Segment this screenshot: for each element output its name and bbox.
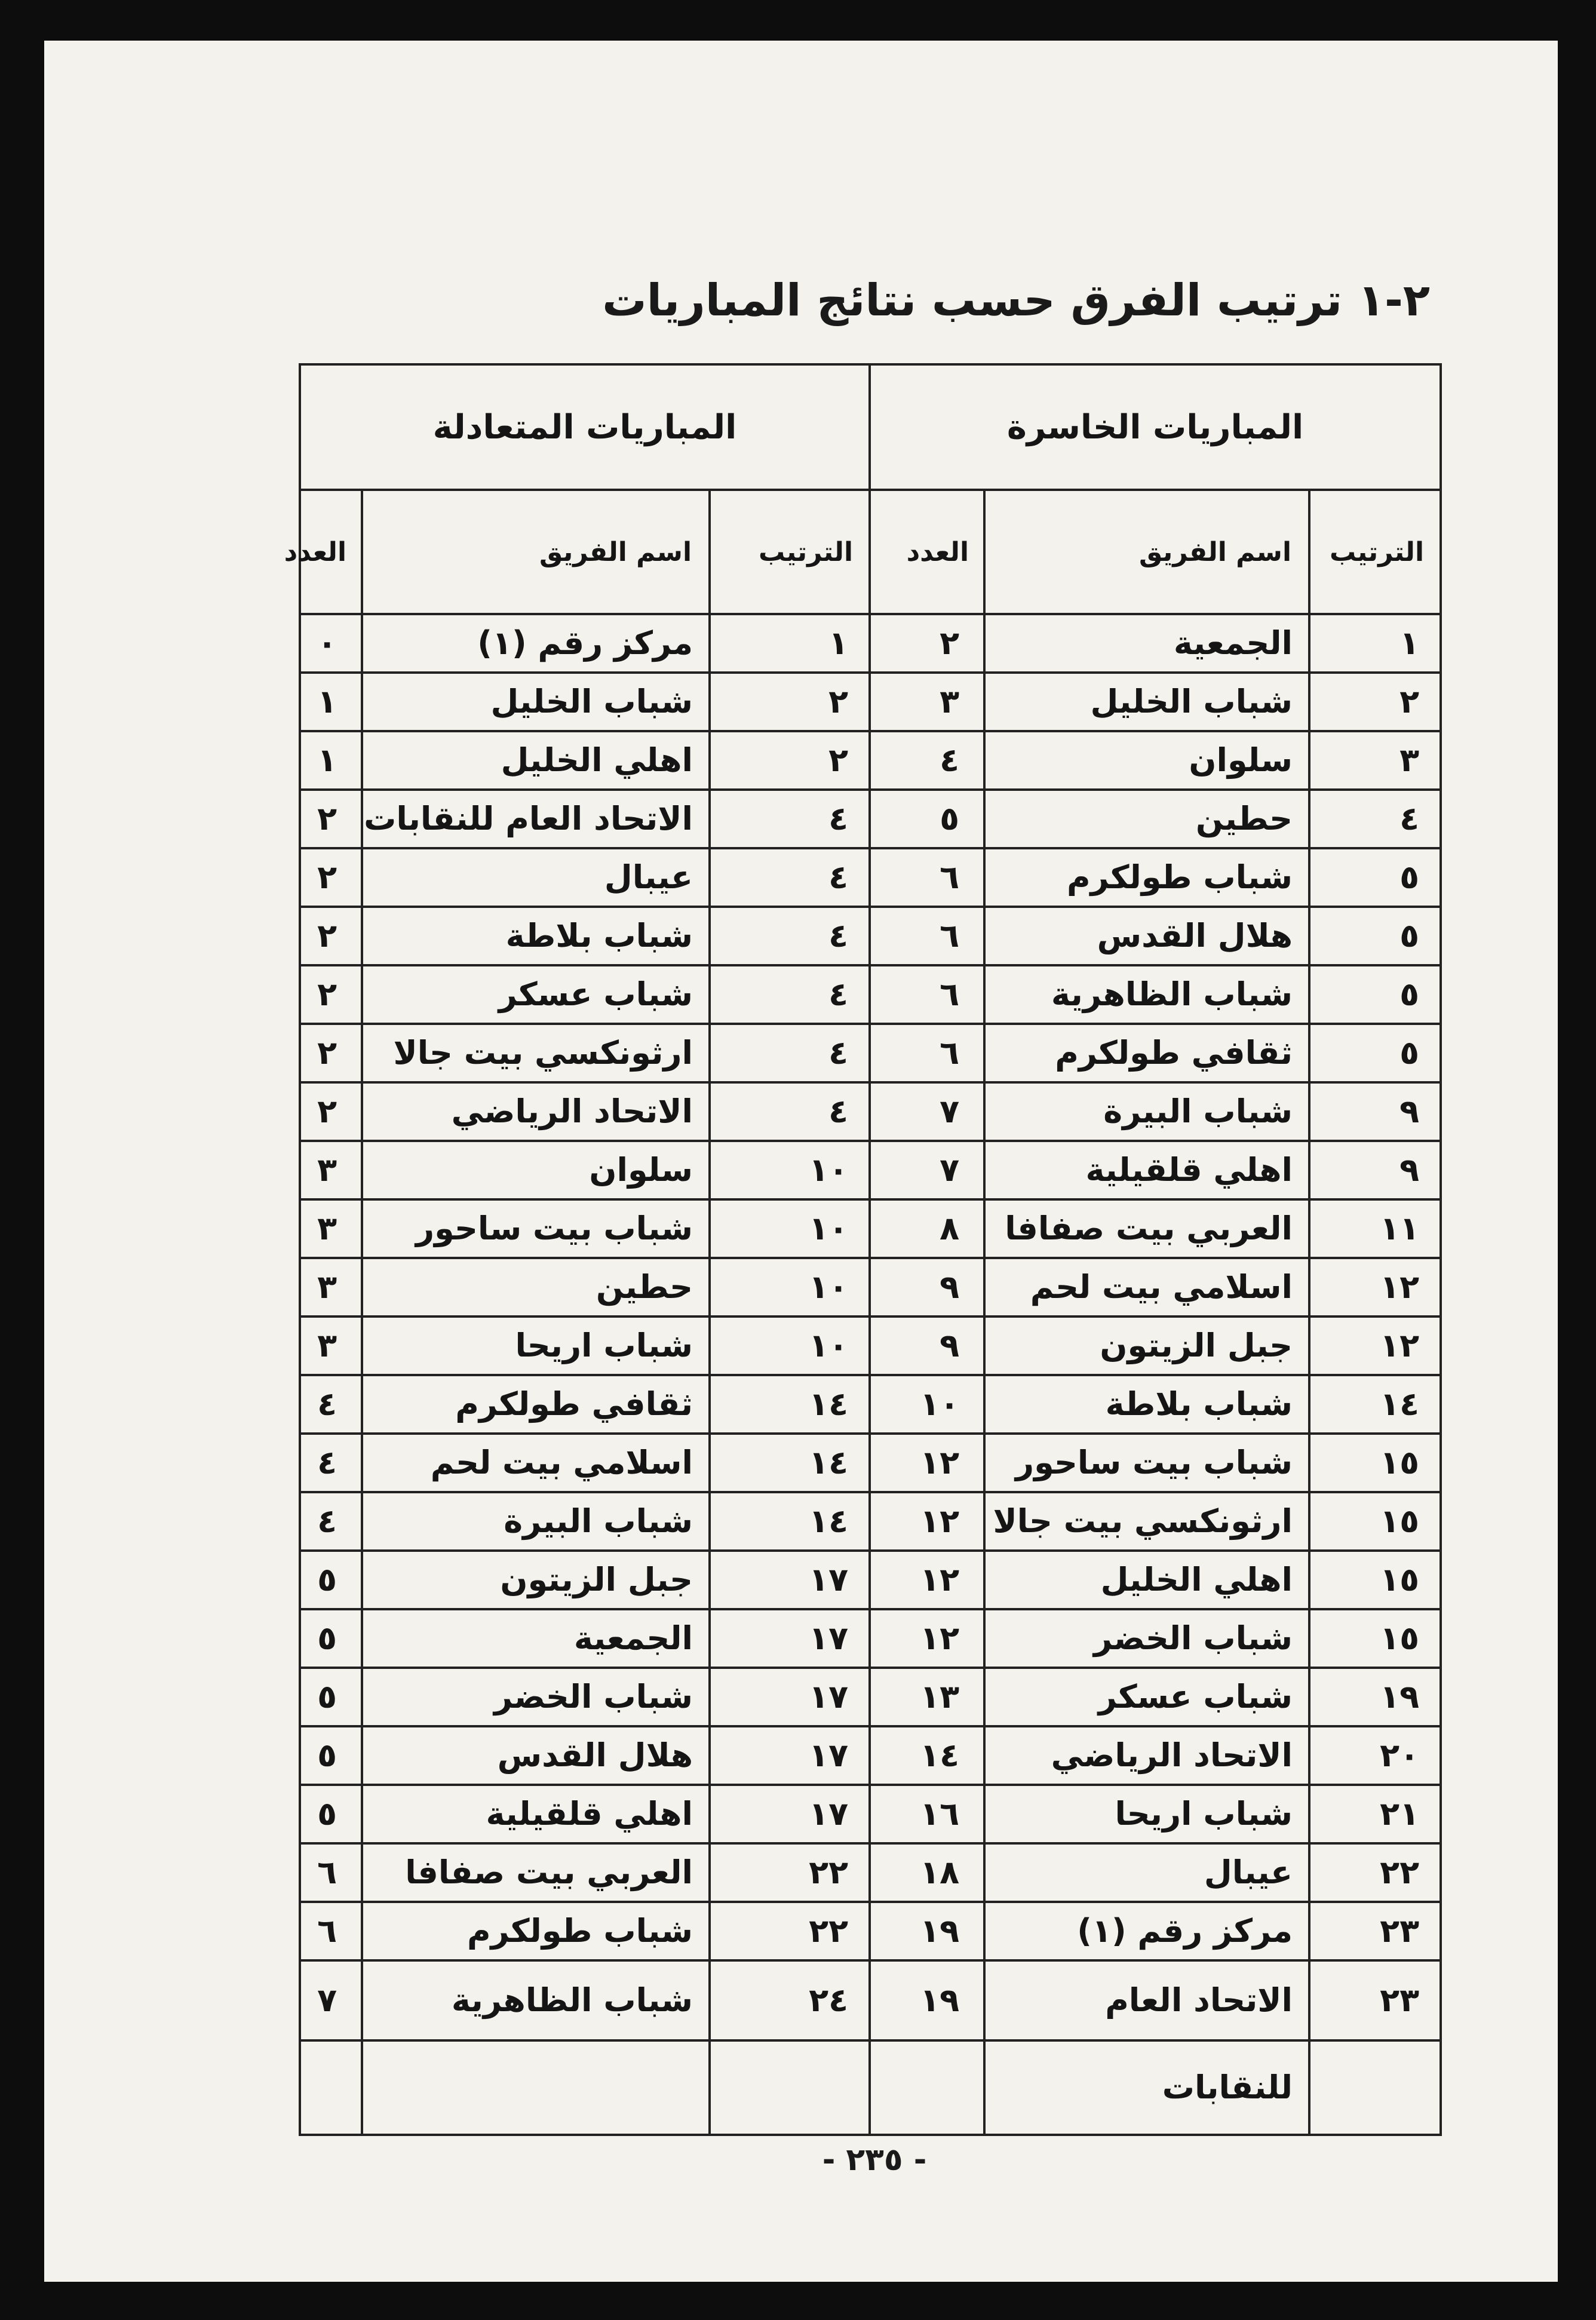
lost-team-cell: عيبال bbox=[984, 1843, 1309, 1902]
table-row bbox=[300, 1024, 1441, 1082]
draw-team-cell: شباب الخضر bbox=[362, 1668, 710, 1726]
table-row bbox=[300, 1726, 1441, 1785]
lost-count-cell: ٦ bbox=[870, 965, 984, 1024]
draw-rank-cell: ١٤ bbox=[710, 1492, 870, 1551]
draw-team-cell: هلال القدس bbox=[362, 1726, 710, 1785]
lost-rank-cell: ٩ bbox=[1309, 1141, 1441, 1199]
draw-count-cell: ٤ bbox=[300, 1492, 362, 1551]
lost-team-cell: حطين bbox=[984, 790, 1309, 848]
draw-rank-cell: ٢٢ bbox=[710, 1843, 870, 1902]
draw-count-cell: ٤ bbox=[300, 1434, 362, 1492]
draw-team-cell: الجمعية bbox=[362, 1609, 710, 1668]
draw-team-cell: اهلي قلقيلية bbox=[362, 1785, 710, 1843]
table-row bbox=[300, 1785, 1441, 1843]
draw-rank-cell: ١٧ bbox=[710, 1609, 870, 1668]
table-row bbox=[300, 1082, 1441, 1141]
lost-count-cell: ٧ bbox=[870, 1141, 984, 1199]
empty-cell bbox=[1309, 2040, 1441, 2135]
draw-count-cell: ١ bbox=[300, 673, 362, 731]
lost-team-cell: هلال القدس bbox=[984, 907, 1309, 965]
draw-rank-cell: ١٧ bbox=[710, 1726, 870, 1785]
draw-rank-cell: ١٤ bbox=[710, 1434, 870, 1492]
draw-team-cell: حطين bbox=[362, 1258, 710, 1316]
draw-count-cell: ٣ bbox=[300, 1258, 362, 1316]
draw-rank-cell: ٢ bbox=[710, 731, 870, 790]
lost-count-cell: ٩ bbox=[870, 1316, 984, 1375]
draw-rank-cell: ١٧ bbox=[710, 1668, 870, 1726]
lost-rank-cell: ٢٠ bbox=[1309, 1726, 1441, 1785]
table-row bbox=[300, 1843, 1441, 1902]
lost-count-cell: ١٣ bbox=[870, 1668, 984, 1726]
lost-count-header: العدد bbox=[870, 490, 984, 614]
lost-count-cell: ٤ bbox=[870, 731, 984, 790]
lost-rank-cell: ٥ bbox=[1309, 848, 1441, 907]
draw-count-header: العدد bbox=[300, 490, 362, 614]
table-row bbox=[300, 731, 1441, 790]
table-row bbox=[300, 1551, 1441, 1609]
draw-count-cell: ٢ bbox=[300, 848, 362, 907]
draw-team-cell: مركز رقم (١) bbox=[362, 614, 710, 673]
lost-count-cell: ٦ bbox=[870, 907, 984, 965]
draw-rank-cell: ١ bbox=[710, 614, 870, 673]
table-row bbox=[300, 673, 1441, 731]
lost-team-cell: شباب الخضر bbox=[984, 1609, 1309, 1668]
lost-count-cell: ١٩ bbox=[870, 1902, 984, 1960]
lost-count-cell: ١٢ bbox=[870, 1492, 984, 1551]
draw-team-cell: شباب البيرة bbox=[362, 1492, 710, 1551]
draw-rank-cell: ١٠ bbox=[710, 1141, 870, 1199]
lost-count-cell: ١٤ bbox=[870, 1726, 984, 1785]
lost-rank-cell: ١ bbox=[1309, 614, 1441, 673]
lost-team-cell: شباب بلاطة bbox=[984, 1375, 1309, 1434]
lost-team-cell: ثقافي طولكرم bbox=[984, 1024, 1309, 1082]
lost-team-cell: ارثونكسي بيت جالا bbox=[984, 1492, 1309, 1551]
lost-team-cell: شباب بيت ساحور bbox=[984, 1434, 1309, 1492]
lost-team-cell: مركز رقم (١) bbox=[984, 1902, 1309, 1960]
draw-rank-cell: ٤ bbox=[710, 1024, 870, 1082]
draw-count-cell: ٣ bbox=[300, 1316, 362, 1375]
table-row bbox=[300, 1199, 1441, 1258]
lost-count-cell: ١٢ bbox=[870, 1609, 984, 1668]
draw-team-cell: اسلامي بيت لحم bbox=[362, 1434, 710, 1492]
lost-team-cell: العربي بيت صفافا bbox=[984, 1199, 1309, 1258]
lost-count-cell: ١٦ bbox=[870, 1785, 984, 1843]
table-row bbox=[300, 1668, 1441, 1726]
lost-count-cell: ١٠ bbox=[870, 1375, 984, 1434]
draw-team-cell: ارثونكسي بيت جالا bbox=[362, 1024, 710, 1082]
table-row-continuation bbox=[300, 2040, 1441, 2135]
lost-rank-cell: ٩ bbox=[1309, 1082, 1441, 1141]
table-body bbox=[300, 614, 1441, 2135]
table-row bbox=[300, 1434, 1441, 1492]
draw-count-cell: ٢ bbox=[300, 1024, 362, 1082]
lost-count-cell: ٦ bbox=[870, 848, 984, 907]
draw-rank-cell: ٤ bbox=[710, 848, 870, 907]
lost-rank-cell: ٣ bbox=[1309, 731, 1441, 790]
draw-count-cell: ٥ bbox=[300, 1551, 362, 1609]
draw-rank-cell: ١٠ bbox=[710, 1258, 870, 1316]
lost-team-cell: اسلامي بيت لحم bbox=[984, 1258, 1309, 1316]
lost-count-cell: ٧ bbox=[870, 1082, 984, 1141]
draw-rank-cell: ١٠ bbox=[710, 1199, 870, 1258]
table-row bbox=[300, 1258, 1441, 1316]
lost-count-cell: ٢ bbox=[870, 614, 984, 673]
empty-cell bbox=[362, 2040, 710, 2135]
lost-team-cell: سلوان bbox=[984, 731, 1309, 790]
draw-rank-cell: ٤ bbox=[710, 965, 870, 1024]
empty-cell bbox=[710, 2040, 870, 2135]
empty-cell bbox=[870, 2040, 984, 2135]
draw-rank-cell: ١٧ bbox=[710, 1785, 870, 1843]
lost-rank-cell: ١٩ bbox=[1309, 1668, 1441, 1726]
team-ranking-table bbox=[284, 363, 1442, 2136]
draw-count-cell: ٣ bbox=[300, 1199, 362, 1258]
table-row bbox=[300, 965, 1441, 1024]
draw-team-cell: سلوان bbox=[362, 1141, 710, 1199]
table-row bbox=[300, 614, 1441, 673]
draw-team-cell: ثقافي طولكرم bbox=[362, 1375, 710, 1434]
draw-count-cell: ٢ bbox=[300, 1082, 362, 1141]
lost-team-cell: شباب الظاهرية bbox=[984, 965, 1309, 1024]
draw-rank-cell: ١٧ bbox=[710, 1551, 870, 1609]
draw-rank-cell: ١٤ bbox=[710, 1375, 870, 1434]
table-row bbox=[300, 790, 1441, 848]
lost-team-cell: الجمعية bbox=[984, 614, 1309, 673]
draw-rank-cell: ٤ bbox=[710, 790, 870, 848]
draw-count-cell: ٢ bbox=[300, 965, 362, 1024]
draw-team-cell: الاتحاد الرياضي bbox=[362, 1082, 710, 1141]
draw-team-cell: شباب عسكر bbox=[362, 965, 710, 1024]
draw-team-cell: شباب طولكرم bbox=[362, 1902, 710, 1960]
draw-count-cell: ٣ bbox=[300, 1141, 362, 1199]
lost-rank-cell: ١٢ bbox=[1309, 1258, 1441, 1316]
lost-rank-cell: ٢٢ bbox=[1309, 1843, 1441, 1902]
table-row bbox=[300, 1902, 1441, 1960]
draw-count-cell: ٥ bbox=[300, 1609, 362, 1668]
draw-count-cell: ٧ bbox=[300, 1960, 362, 2040]
draw-team-cell: عيبال bbox=[362, 848, 710, 907]
lost-rank-cell: ١٥ bbox=[1309, 1609, 1441, 1668]
draw-team-cell: اهلي الخليل bbox=[362, 731, 710, 790]
draw-matches-header: المباريات المتعادلة bbox=[300, 364, 870, 490]
document-page bbox=[44, 41, 1558, 2282]
draw-count-cell: ١ bbox=[300, 731, 362, 790]
lost-team-cell: جبل الزيتون bbox=[984, 1316, 1309, 1375]
lost-rank-header: الترتيب bbox=[1309, 490, 1441, 614]
lost-count-cell: ١٨ bbox=[870, 1843, 984, 1902]
table-row bbox=[300, 1609, 1441, 1668]
lost-rank-cell: ١٥ bbox=[1309, 1551, 1441, 1609]
lost-rank-cell: ٥ bbox=[1309, 1024, 1441, 1082]
lost-rank-cell: ٤ bbox=[1309, 790, 1441, 848]
empty-cell bbox=[300, 2040, 362, 2135]
lost-count-cell: ٩ bbox=[870, 1258, 984, 1316]
lost-count-cell: ١٢ bbox=[870, 1551, 984, 1609]
draw-team-cell: شباب بلاطة bbox=[362, 907, 710, 965]
draw-team-cell: شباب الظاهرية bbox=[362, 1960, 710, 2040]
draw-team-cell: جبل الزيتون bbox=[362, 1551, 710, 1609]
draw-count-cell: ٤ bbox=[300, 1375, 362, 1434]
table-row bbox=[300, 1141, 1441, 1199]
lost-rank-cell: ١٥ bbox=[1309, 1492, 1441, 1551]
draw-team-cell: شباب اريحا bbox=[362, 1316, 710, 1375]
lost-rank-cell: ٢ bbox=[1309, 673, 1441, 731]
lost-rank-cell: ١١ bbox=[1309, 1199, 1441, 1258]
page-number: - ٢٣٥ - bbox=[822, 2142, 927, 2178]
draw-team-cell: العربي بيت صفافا bbox=[362, 1843, 710, 1902]
lost-rank-cell: ٥ bbox=[1309, 965, 1441, 1024]
lost-rank-cell: ٢٣ bbox=[1309, 1960, 1441, 2040]
lost-team-header: اسم الفريق bbox=[984, 490, 1309, 614]
draw-count-cell: ٢ bbox=[300, 907, 362, 965]
lost-rank-cell: ٢٣ bbox=[1309, 1902, 1441, 1960]
draw-count-cell: ٠ bbox=[300, 614, 362, 673]
table-row bbox=[300, 848, 1441, 907]
lost-count-cell: ١٩ bbox=[870, 1960, 984, 2040]
draw-count-cell: ٥ bbox=[300, 1726, 362, 1785]
draw-count-cell: ٥ bbox=[300, 1668, 362, 1726]
lost-team-cell: شباب البيرة bbox=[984, 1082, 1309, 1141]
lost-rank-cell: ٢١ bbox=[1309, 1785, 1441, 1843]
lost-rank-cell: ١٥ bbox=[1309, 1434, 1441, 1492]
lost-team-cell: شباب طولكرم bbox=[984, 848, 1309, 907]
draw-rank-header: الترتيب bbox=[710, 490, 870, 614]
draw-team-cell: الاتحاد العام للنقابات bbox=[362, 790, 710, 848]
draw-rank-cell: ٢ bbox=[710, 673, 870, 731]
lost-count-cell: ٣ bbox=[870, 673, 984, 731]
lost-rank-cell: ١٢ bbox=[1309, 1316, 1441, 1375]
draw-team-header: اسم الفريق bbox=[362, 490, 710, 614]
draw-count-cell: ٥ bbox=[300, 1785, 362, 1843]
lost-team-continuation: للنقابات bbox=[984, 2040, 1309, 2135]
draw-team-cell: شباب الخليل bbox=[362, 673, 710, 731]
draw-rank-cell: ٢٤ bbox=[710, 1960, 870, 2040]
table-row bbox=[300, 1375, 1441, 1434]
draw-team-cell: شباب بيت ساحور bbox=[362, 1199, 710, 1258]
lost-team-cell: اهلي قلقيلية bbox=[984, 1141, 1309, 1199]
lost-team-cell: الاتحاد العام bbox=[984, 1960, 1309, 2040]
lost-team-cell: شباب اريحا bbox=[984, 1785, 1309, 1843]
lost-matches-header: المباريات الخاسرة bbox=[870, 364, 1441, 490]
lost-rank-cell: ٥ bbox=[1309, 907, 1441, 965]
table-row bbox=[300, 1316, 1441, 1375]
section-title: ٢-١ ترتيب الفرق حسب نتائج المباريات bbox=[602, 275, 1430, 326]
lost-team-cell: شباب الخليل bbox=[984, 673, 1309, 731]
table-row bbox=[300, 1492, 1441, 1551]
lost-count-cell: ١٢ bbox=[870, 1434, 984, 1492]
draw-count-cell: ٢ bbox=[300, 790, 362, 848]
draw-rank-cell: ٢٢ bbox=[710, 1902, 870, 1960]
draw-rank-cell: ١٠ bbox=[710, 1316, 870, 1375]
lost-rank-cell: ١٤ bbox=[1309, 1375, 1441, 1434]
draw-count-cell: ٦ bbox=[300, 1902, 362, 1960]
draw-count-cell: ٦ bbox=[300, 1843, 362, 1902]
draw-rank-cell: ٤ bbox=[710, 907, 870, 965]
lost-count-cell: ٦ bbox=[870, 1024, 984, 1082]
lost-team-cell: شباب عسكر bbox=[984, 1668, 1309, 1726]
lost-count-cell: ٨ bbox=[870, 1199, 984, 1258]
draw-rank-cell: ٤ bbox=[710, 1082, 870, 1141]
lost-count-cell: ٥ bbox=[870, 790, 984, 848]
lost-team-cell: الاتحاد الرياضي bbox=[984, 1726, 1309, 1785]
lost-team-cell: اهلي الخليل bbox=[984, 1551, 1309, 1609]
table-row bbox=[300, 907, 1441, 965]
table-row bbox=[300, 1960, 1441, 2040]
